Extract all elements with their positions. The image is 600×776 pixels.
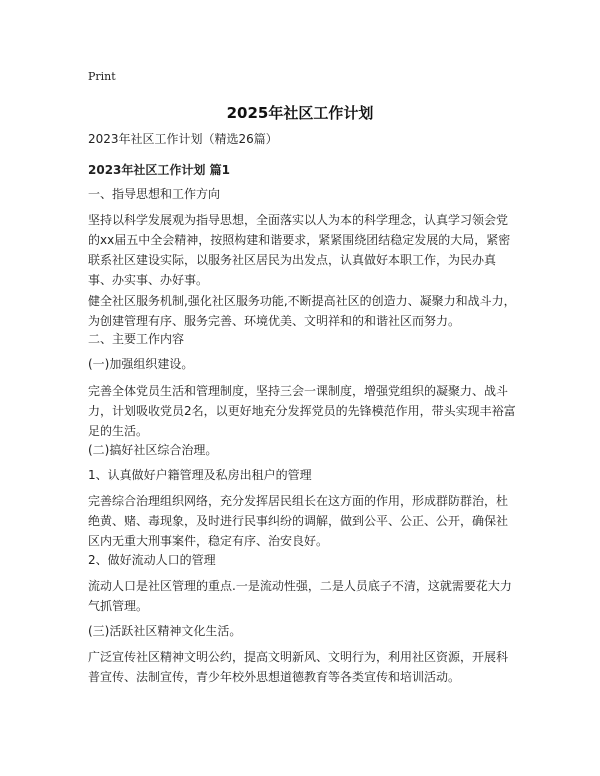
- paragraph-organization: 完善全体党员生活和管理制度，坚持三会一课制度，增强党组织的凝聚力、战斗力，计划吸收党员2名，以更好地充分发挥党员的先锋模范作用，带头实现丰裕富足的生活。: [88, 384, 516, 438]
- paragraph-service-mechanism: 健全社区服务机制,强化社区服务功能,不断提高社区的创造力、凝聚力和战斗力，为创建管理有序、服务完善、环境优美、文明祥和的和谐社区而努力。: [88, 294, 516, 328]
- subheading-culture: (三)活跃社区精神文化生活。: [88, 624, 242, 638]
- print-link[interactable]: Print: [88, 70, 116, 83]
- paragraph-floating-population: 流动人口是社区管理的重点.一是流动性强，二是人员底子不清，这就需要花大力气抓管理。: [88, 579, 512, 613]
- item-household-management: 1、认真做好户籍管理及私房出租户的管理: [88, 468, 312, 482]
- article-heading: 2023年社区工作计划 篇1: [88, 163, 230, 177]
- subheading-organization: (一)加强组织建设。: [88, 357, 194, 371]
- page-title: 2025年社区工作计划: [226, 104, 374, 122]
- section-heading-2: 二、主要工作内容: [88, 332, 185, 346]
- paragraph-household-management: 完善综合治理组织网络，充分发挥居民组长在这方面的作用，形成群防群治，杜绝黄、赌、毒现象，及时进行民事纠纷的调解，做到公平、公正、公开，确保社区内无重大刑事案件，稳定有序、治安良好。: [88, 494, 509, 548]
- paragraph-culture: 广泛宣传社区精神文明公约，提高文明新风、文明行为，利用社区资源，开展科普宣传、法制宣传，青少年校外思想道德教育等各类宣传和培训活动。: [88, 650, 509, 684]
- item-floating-population: 2、做好流动人口的管理: [88, 553, 216, 567]
- paragraph-guiding-thought: 坚持以科学发展观为指导思想，全面落实以人为本的科学理念，认真学习领会党的xx届五中全会精神，按照构建和谐要求，紧紧围绕团结稳定发展的大局，紧密联系社区建设实际，以服务社区居民为出发点，认真做好本职工作，为民办真事、办实事、办好事。: [88, 213, 511, 287]
- subheading-governance: (二)搞好社区综合治理。: [88, 443, 218, 457]
- section-heading-1: 一、指导思想和工作方向: [88, 187, 221, 201]
- subtitle: 2023年社区工作计划（精选26篇）: [88, 132, 278, 146]
